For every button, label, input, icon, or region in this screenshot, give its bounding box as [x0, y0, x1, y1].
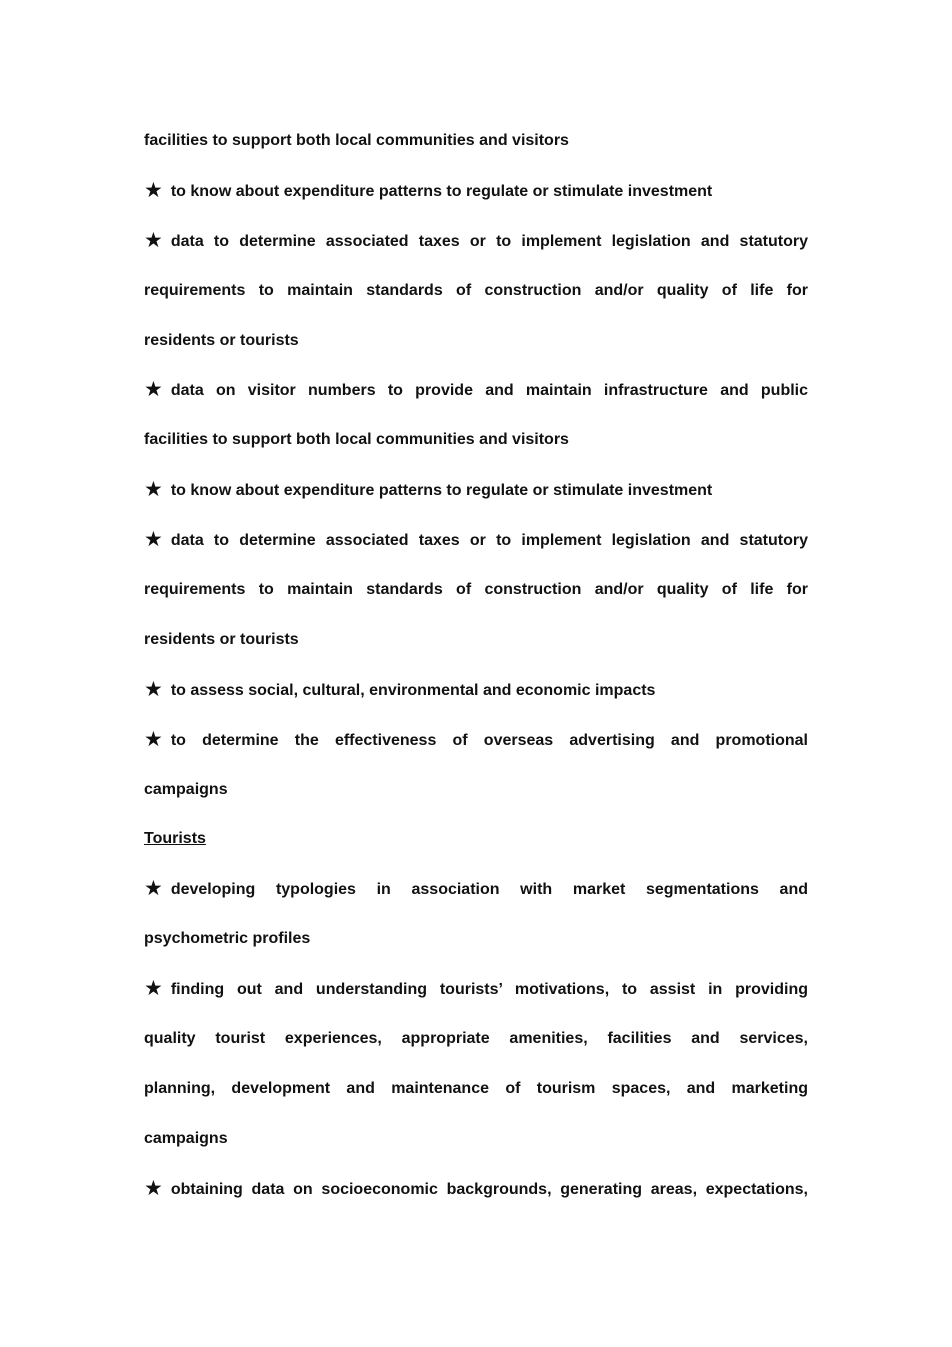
line-text: data to determine associated taxes or to implement legislation and statutory [170, 532, 808, 550]
text-line [144, 1014, 808, 1064]
star-bullet-icon: ★ [144, 477, 163, 502]
line-text: to assess social, cultural, environmental and economic impacts [170, 681, 656, 699]
star-bullet-icon: ★ [144, 177, 163, 202]
line-text: planning, development and maintenance of tourism spaces, and marketing [144, 1079, 808, 1097]
line-text: data to determine associated taxes or to implement legislation and statutory [170, 232, 808, 250]
text-line [144, 266, 808, 316]
text-line [144, 615, 808, 665]
star-bullet-icon: ★ [144, 876, 163, 901]
text-line [144, 415, 808, 465]
bullet-line [144, 665, 808, 715]
star-bullet-icon: ★ [144, 377, 163, 402]
line-text: facilities to support both local communities and visitors [144, 431, 569, 449]
line-text: data on visitor numbers to provide and maintain infrastructure and public [170, 382, 808, 400]
line-text: finding out and understanding tourists’ motivations, to assist in providing [170, 981, 808, 999]
text-line [144, 914, 808, 964]
line-text: campaigns [144, 780, 228, 798]
line-text: psychometric profiles [144, 930, 311, 948]
bullet-line [144, 515, 808, 565]
bullet-line [144, 465, 808, 515]
star-bullet-icon: ★ [144, 527, 163, 552]
bullet-line [144, 365, 808, 415]
line-text: to know about expenditure patterns to regulate or stimulate investment [170, 482, 713, 500]
text-line [144, 116, 808, 166]
line-text: developing typologies in association with market segmentations and [170, 881, 808, 899]
star-bullet-icon: ★ [144, 1175, 163, 1200]
star-bullet-icon: ★ [144, 227, 163, 252]
line-text: obtaining data on socioeconomic backgrounds, generating areas, expectations, [170, 1180, 808, 1198]
bullet-line [144, 216, 808, 266]
text-line [144, 765, 808, 815]
bullet-line [144, 1164, 808, 1214]
line-text: facilities to support both local communities and visitors [144, 132, 569, 149]
line-text: requirements to maintain standards of construction and/or quality of life for [144, 581, 808, 599]
line-text: requirements to maintain standards of construction and/or quality of life for [144, 281, 808, 299]
bullet-line [144, 715, 808, 765]
line-text: to determine the effectiveness of overseas advertising and promotional [170, 731, 808, 749]
bullet-line [144, 864, 808, 914]
line-text: quality tourist experiences, appropriate amenities, facilities and services, [144, 1030, 808, 1048]
bullet-line [144, 964, 808, 1014]
text-line [144, 1064, 808, 1114]
line-text: residents or tourists [144, 331, 299, 349]
star-bullet-icon: ★ [144, 976, 163, 1001]
text-line [144, 316, 808, 366]
text-line [144, 565, 808, 615]
document-body [144, 116, 808, 1214]
section-heading [144, 814, 808, 864]
line-text: Tourists [144, 830, 206, 848]
bullet-line [144, 166, 808, 216]
star-bullet-icon: ★ [144, 676, 163, 701]
line-text: to know about expenditure patterns to regulate or stimulate investment [170, 182, 713, 200]
star-bullet-icon: ★ [144, 726, 163, 751]
text-line [144, 1114, 808, 1164]
line-text: campaigns [144, 1129, 228, 1147]
line-text: residents or tourists [144, 630, 299, 648]
